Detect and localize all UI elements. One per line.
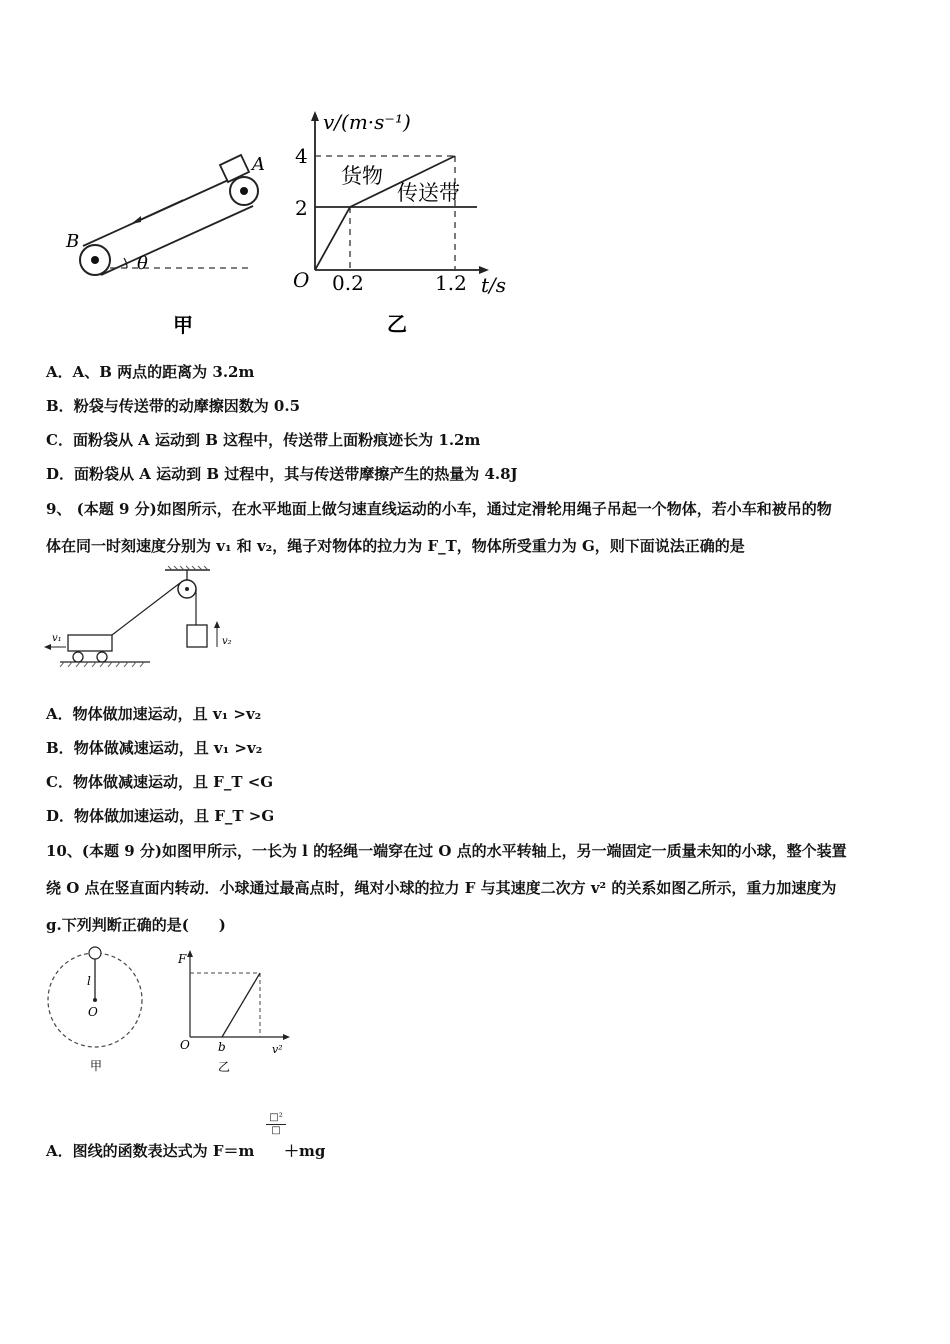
y-tick-2: 2 [295, 196, 308, 220]
label-theta: θ [137, 253, 148, 274]
label-O-left: O [88, 1005, 98, 1019]
circle-motion-figure [40, 942, 155, 1077]
q9-option-C: C．物体做减速运动，且 F_T <G [46, 773, 274, 791]
q10-option-A-tail: ＋mg [284, 1142, 326, 1160]
label-O-right: O [180, 1038, 190, 1052]
q8-option-A: A．A、B 两点的距离为 3.2m [46, 363, 255, 381]
conveyor-belt-figure [55, 140, 275, 340]
label-A: A [252, 154, 265, 175]
q9-stem-line1: 9、 (本题 9 分)如图所示，在水平地面上做匀速直线运动的小车，通过定滑轮用绳子吊起一个物体，若小车和被吊的物 [46, 500, 832, 518]
q8-option-D: D．面粉袋从 A 运动到 B 过程中，其与传送带摩擦产生的热量为 4.8J [46, 465, 518, 483]
y-axis-label: v/(m·s⁻¹) [323, 110, 411, 134]
q10-option-A: A．图线的函数表达式为 F＝m [46, 1142, 255, 1160]
figure-caption-jia: 甲 [173, 313, 193, 337]
velocity-time-graph [285, 105, 530, 340]
y-tick-4: 4 [295, 144, 308, 168]
fraction-numerator: □² [266, 1112, 286, 1125]
label-F: F [178, 952, 187, 966]
label-v2: v₂ [222, 636, 232, 647]
x-axis-label: t/s [481, 273, 507, 297]
origin-label: O [293, 268, 310, 292]
x-tick-1.2: 1.2 [435, 271, 467, 295]
label-l: l [87, 974, 91, 988]
label-cargo: 货物 [341, 164, 383, 188]
label-b: b [218, 1040, 226, 1054]
fraction [266, 1112, 286, 1137]
label-v-squared: v² [272, 1043, 283, 1056]
label-belt: 传送带 [397, 181, 460, 205]
q10-stem-line1: 10、(本题 9 分)如图甲所示，一长为 l 的轻绳一端穿在过 O 点的水平转轴上，另一端固定一质量未知的小球，整个装置 [46, 842, 847, 860]
q10-stem-line2: 绕 O 点在竖直面内转动．小球通过最高点时，绳对小球的拉力 F 与其速度二次方 v² 的关系如图乙所示，重力加速度为 [46, 879, 837, 897]
x-tick-0.2: 0.2 [332, 271, 364, 295]
figure-caption-yi: 乙 [387, 312, 407, 336]
q9-option-B: B．物体做减速运动，且 v₁ >v₂ [46, 739, 263, 757]
q9-stem-line2: 体在同一时刻速度分别为 v₁ 和 v₂，绳子对物体的拉力为 F_T，物体所受重力为 G，则下面说法正确的是 [46, 537, 745, 555]
q8-option-C: C．面粉袋从 A 运动到 B 这程中，传送带上面粉痕迹长为 1.2m [46, 431, 481, 449]
label-B: B [66, 231, 80, 252]
pulley-cart-figure [40, 565, 260, 675]
force-velocity-graph [170, 945, 300, 1077]
q8-option-B: B．粉袋与传送带的动摩擦因数为 0.5 [46, 397, 301, 415]
label-v1: v₁ [52, 633, 62, 644]
caption-jia: 甲 [90, 1059, 103, 1073]
q10-stem-line3: g.下列判断正确的是( ) [46, 916, 226, 934]
caption-yi: 乙 [218, 1060, 231, 1074]
q9-option-A: A．物体做加速运动，且 v₁ >v₂ [46, 705, 262, 723]
fraction-denominator: □ [271, 1125, 281, 1136]
q9-option-D: D．物体做加速运动，且 F_T >G [46, 807, 275, 825]
